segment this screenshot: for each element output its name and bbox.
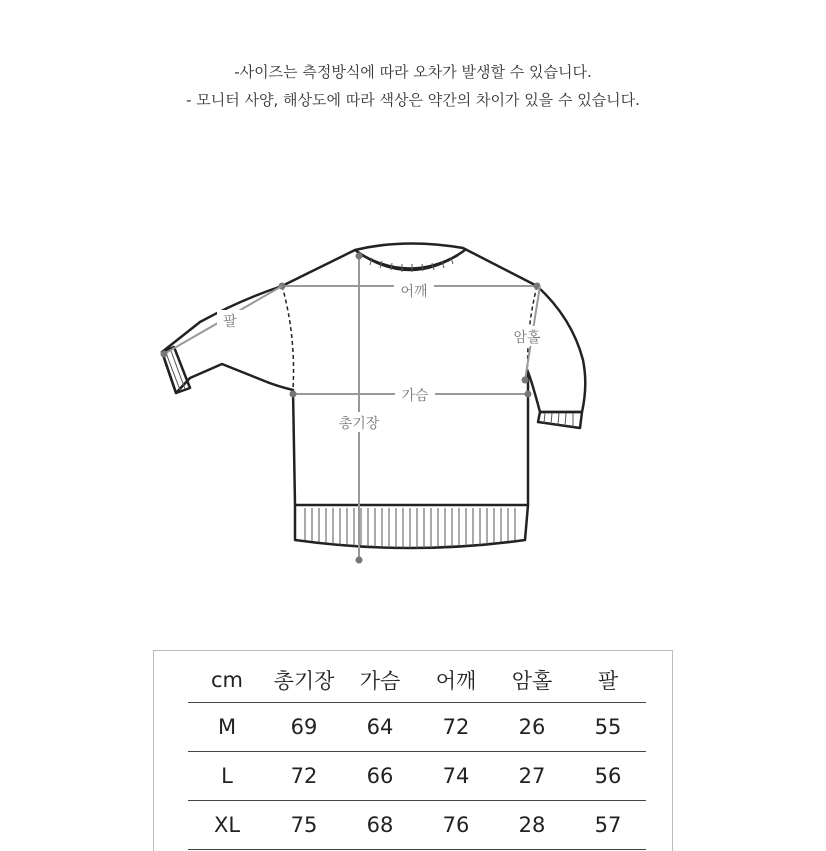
table-row (188, 703, 646, 752)
table-cell: 27 (494, 752, 570, 801)
size-label: XL (188, 801, 266, 850)
table-row (188, 752, 646, 801)
table-cell: 76 (418, 801, 494, 850)
note-monitor: - 모니터 사양, 해상도에 따라 색상은 약간의 차이가 있을 수 있습니다. (186, 91, 640, 109)
size-table (188, 657, 646, 850)
label-total-length: 총기장 (338, 416, 380, 432)
header-shoulder: 어깨 (418, 657, 494, 703)
header-sleeve: 팔 (570, 657, 646, 703)
measurement-lines (161, 253, 541, 564)
table-row (188, 801, 646, 850)
table-header-row (188, 657, 646, 703)
size-label: M (188, 703, 266, 752)
label-shoulder: 어깨 (400, 284, 428, 300)
header-armhole: 암홀 (494, 657, 570, 703)
header-unit: cm (188, 657, 266, 703)
label-chest: 가슴 (401, 388, 429, 404)
table-cell: 64 (342, 703, 418, 752)
size-table-container (153, 650, 673, 851)
header-chest: 가슴 (342, 657, 418, 703)
table-cell: 26 (494, 703, 570, 752)
table-cell: 57 (570, 801, 646, 850)
table-cell: 66 (342, 752, 418, 801)
table-cell: 28 (494, 801, 570, 850)
table-cell: 72 (266, 752, 342, 801)
size-label: L (188, 752, 266, 801)
label-armhole: 암홀 (513, 330, 541, 346)
table-cell: 72 (418, 703, 494, 752)
table-cell: 75 (266, 801, 342, 850)
table-cell: 55 (570, 703, 646, 752)
table-cell: 56 (570, 752, 646, 801)
header-total-length: 총기장 (266, 657, 342, 703)
table-cell: 68 (342, 801, 418, 850)
table-cell: 69 (266, 703, 342, 752)
label-sleeve: 팔 (223, 314, 237, 330)
sweatshirt-outline (162, 243, 585, 548)
table-cell: 74 (418, 752, 494, 801)
note-measurement: -사이즈는 측정방식에 따라 오차가 발생할 수 있습니다. (234, 63, 592, 81)
